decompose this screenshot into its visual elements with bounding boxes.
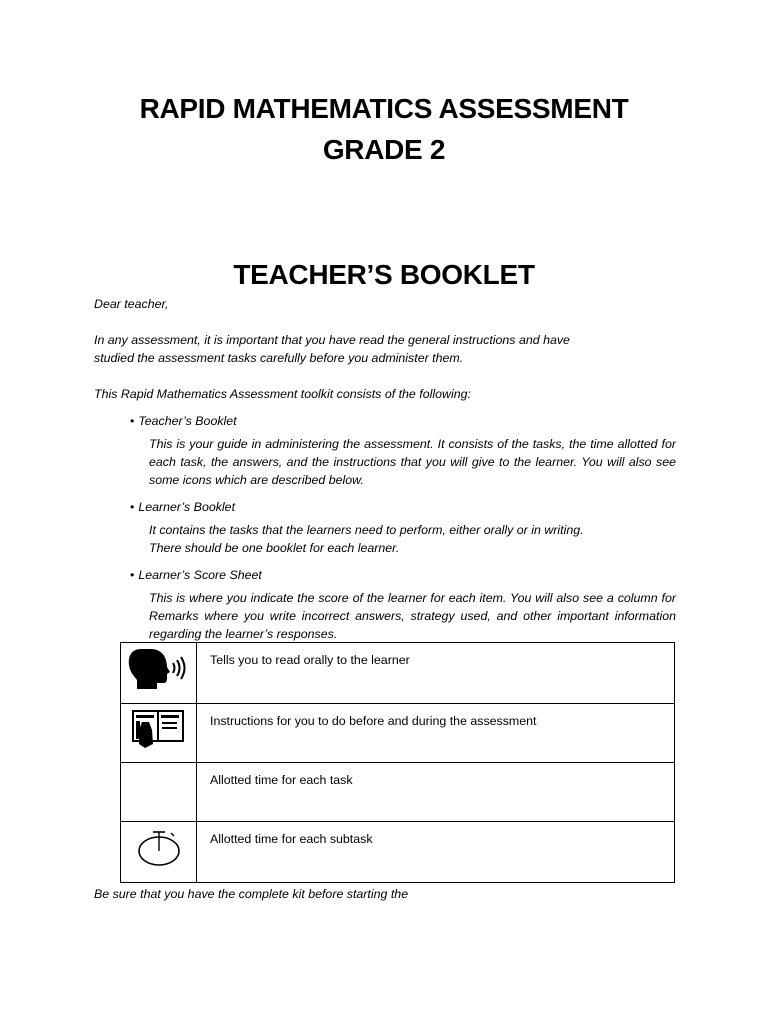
booklet-title: TEACHER’S BOOKLET <box>233 259 535 290</box>
icon-cell <box>121 643 197 704</box>
table-row <box>121 643 675 704</box>
legend-text: Allotted time for each subtask <box>197 822 675 883</box>
table-row <box>121 704 675 763</box>
list-item-learners-score-sheet <box>130 566 262 584</box>
intro-line-1: In any assessment, it is important that you have read the general instructions and have <box>94 333 570 347</box>
list-item-teachers-booklet <box>130 412 237 430</box>
instruction-book-icon <box>131 708 187 750</box>
legend-text: Instructions for you to do before and during the assessment <box>197 704 675 763</box>
intro-line-2: studied the assessment tasks carefully before you administer them. <box>94 351 464 365</box>
toolkit-intro: This Rapid Mathematics Assessment toolkit consists of the following: <box>94 387 471 401</box>
speaking-head-icon <box>127 647 189 691</box>
table-row <box>121 763 675 822</box>
icon-cell <box>121 704 197 763</box>
bullet: • <box>130 500 135 514</box>
salutation: Dear teacher, <box>94 297 169 311</box>
bullet: • <box>130 568 135 582</box>
closing-text: Be sure that you have the complete kit before starting the <box>94 887 409 901</box>
score-sheet-description: This is where you indicate the score of the learner for each item. You will also see a column for Remarks where you write incorrect answers, strategy used, and other important information regarding the learner’s responses. <box>149 591 676 641</box>
component-name: Learner’s Booklet <box>138 500 236 514</box>
learners-booklet-description-line-2: There should be one booklet for each learner. <box>149 541 400 555</box>
component-name: Learner’s Score Sheet <box>138 568 262 582</box>
title-line-2: GRADE 2 <box>322 134 446 165</box>
title-line-1: RAPID MATHEMATICS ASSESSMENT <box>139 93 629 124</box>
icon-legend-table <box>120 642 675 883</box>
stopwatch-icon <box>135 827 185 869</box>
icon-cell <box>121 822 197 883</box>
table-row <box>121 822 675 883</box>
learners-booklet-description-line-1: It contains the tasks that the learners need to perform, either orally or in writing. <box>149 523 584 537</box>
component-name: Teacher’s Booklet <box>138 414 237 428</box>
legend-text: Allotted time for each task <box>197 763 675 822</box>
bullet: • <box>130 414 135 428</box>
legend-text: Tells you to read orally to the learner <box>197 643 675 704</box>
icon-cell-empty <box>121 763 197 822</box>
list-item-learners-booklet <box>130 498 235 516</box>
teachers-booklet-description: This is your guide in administering the assessment. It consists of the tasks, the time allotted for each task, the answers, and the instructions that you will give to the learner. You will also see some icons which are described below. <box>149 437 676 487</box>
